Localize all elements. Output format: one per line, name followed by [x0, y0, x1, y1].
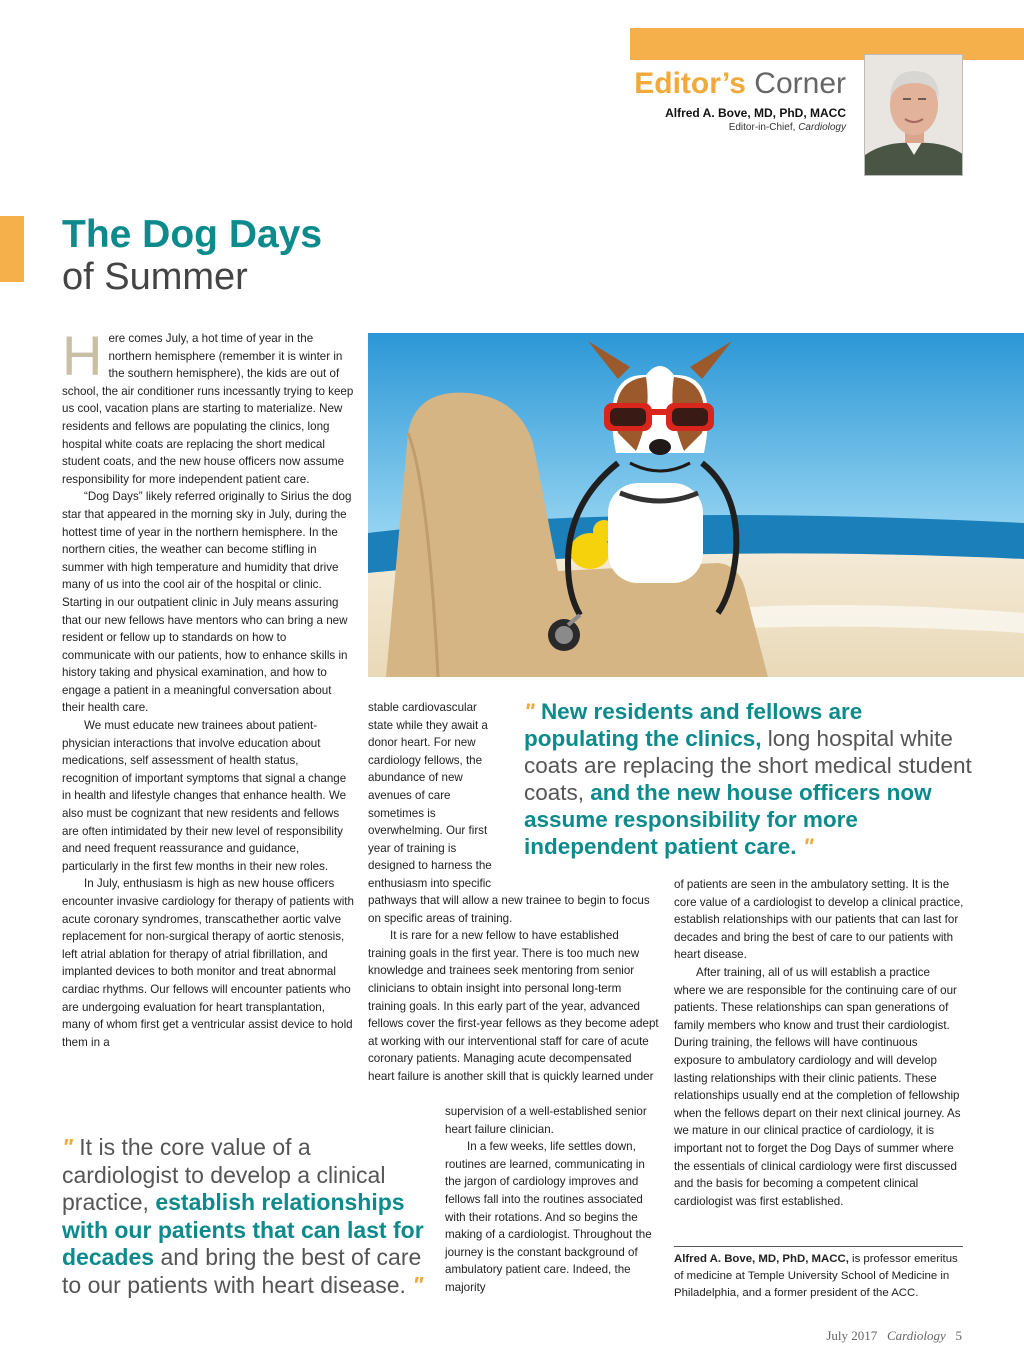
headline-line1: The Dog Days	[62, 213, 323, 256]
side-accent-bar	[0, 216, 24, 282]
section-title	[634, 68, 846, 100]
pull-quote-top	[524, 698, 974, 860]
paragraph: supervision of a well-established senior heart failure clinician.	[445, 1105, 647, 1136]
section-title-word1: Editor’s	[634, 67, 746, 100]
footer-magazine: Cardiology	[887, 1328, 946, 1343]
editor-name: Alfred A. Bove, MD, PhD, MACC	[665, 106, 846, 120]
editor-role-prefix: Editor-in-Chief,	[728, 122, 796, 133]
quote-mark-open: "	[62, 1134, 73, 1160]
paragraph: In July, enthusiasm is high as new house officers encounter invasive cardiology for therapy of patients with acute coronary syndromes, transcathether aortic valve replacement for non-surgical therapy of aortic stenosis, left atrial ablation for therapy of atrial fibrillation, and implanted devices to both monitor and treat abnormal cardiac rhythms. Our fellows will encounter patients who are undergoing evaluation for heart transplantation, many of whom first get a ventricular assist device to hold them in a	[62, 877, 354, 1049]
editor-role	[634, 122, 846, 133]
paragraph: “Dog Days” likely referred originally to Sirius the dog star that appeared in the morning sky in July, during the hottest time of year in the northern hemisphere. In the northern cities, the weather can become stifling in summer with high temperature and humidity that drive many of us into the cool air of the hospital or clinic. Starting in our outpatient clinic in July means assuring that our new fellows have mentors who can bring a new resident or fellow up to standards on how to communicate with our patients, how to enhance skills in history taking and physical examination, and how to engage a patient in a meaningful conversation about their health care.	[62, 490, 352, 715]
pull-quote-highlight: establish relationships with our patients that can last for decades	[62, 1189, 424, 1270]
header-accent-bar	[630, 28, 1024, 60]
body-column-1	[62, 324, 356, 1051]
paragraph: ere comes July, a hot time of year in the northern hemisphere (remember it is winter in the southern hemisphere), the kids are out of school, the air conditioner runs incessantly trying to keep us cool, vacation plans are starting to materialize. New residents and fellows are populating the clinics, long hospital white coats are replacing the short medical student coats, and the new house officers now assume responsibility for more independent patient care.	[62, 332, 354, 486]
bio-name: Alfred A. Bove, MD, PhD, MACC,	[674, 1253, 849, 1265]
body-column-3	[674, 876, 964, 1210]
author-bio	[674, 1251, 966, 1302]
body-column-2-bottom	[445, 1103, 660, 1297]
quote-mark-close: "	[802, 834, 814, 859]
drop-cap: H	[62, 324, 103, 387]
bio-text: is professor emeritus of medicine at Temple University School of Medicine in Philadelphia, and a former president of the ACC.	[674, 1253, 958, 1299]
pull-quote-bottom	[62, 1134, 432, 1299]
paragraph: It is rare for a new fellow to have established training goals in the first year. There is too much new knowledge and trainees seek mentoring from senior clinicians to obtain insight into personal long-term training goals. In this early part of the year, advanced fellows cover the first-year fellows as they become adept at working with our interventional staff for care of acute coronary patients. Managing acute decompensated heart failure is another skill that is quickly learned under	[368, 929, 659, 1083]
paragraph: After training, all of us will establish a practice where we are responsible for the continuing care of our patients. These relationships can span generations of family members who know and trust their cardiologist. During training, the fellows will have continuous exposure to ambulatory cardiology and will develop lasting relationships with their clinic patients. These relationships usually end at the completion of fellowship when the fellows depart on their next clinical journey. As we mature in our clinical practice of cardiology, it is important not to forget the Dog Days of summer where the essentials of clinical cardiology were first discussed and the basis for becoming a competent clinical cardiologist was first established.	[674, 965, 961, 1208]
paragraph: pathways that will allow a new trainee to begin to focus on specific areas of training.	[368, 894, 650, 925]
body-column-2-middle	[368, 892, 660, 1086]
body-column-2-top	[368, 699, 502, 893]
headline-line2: of Summer	[62, 256, 248, 298]
pull-quote-text: long hospital white coats are replacing the short medical student coats,	[524, 726, 972, 805]
editor-portrait	[864, 54, 963, 176]
pull-quote-highlight: and the new house officers now assume responsibility for more independent patient care.	[524, 780, 932, 859]
bio-divider	[674, 1246, 963, 1247]
pull-quote-highlight: New residents and fellows are populating the clinics,	[524, 699, 863, 751]
pull-quote-text: and bring the best of care to our patients with heart disease.	[62, 1244, 422, 1298]
section-title-word2: Corner	[754, 67, 846, 100]
article-headline	[62, 214, 322, 298]
pull-quote-text: It is the core value of a cardiologist to develop a clinical practice,	[62, 1134, 386, 1215]
paragraph: stable cardiovascular state while they await a donor heart. For new cardiology fellows, the abundance of new avenues of care sometimes is overwhelming. Our first year of training is designed to harness the enthusiasm into specific	[368, 701, 492, 890]
quote-mark-close: "	[412, 1271, 424, 1298]
dog-beach-photo	[368, 333, 1024, 677]
paragraph: of patients are seen in the ambulatory setting. It is the core value of a cardiologist to develop a clinical practice, establish relationships with our patients that can last for decades and bring the best of care to our patients with heart disease.	[674, 878, 964, 962]
editors-corner-header	[634, 68, 846, 133]
page-footer	[826, 1328, 962, 1344]
paragraph: We must educate new trainees about patient-physician interactions that involve education about medications, self assessment of health status, recognition of important symptoms that signal a change in health and lifestyle changes that enhance health. We also must be cognizant that new residents and fellows are often intimidated by their new level of responsibility and need frequent reassurance and guidance, particularly in the first few months in their new roles.	[62, 719, 347, 873]
footer-date: July 2017	[826, 1328, 878, 1343]
paragraph: In a few weeks, life settles down, routines are learned, communicating in the jargon of cardiology improves and fellows fall into the routines associated with their rotations. And so begins the making of a cardiologist. Throughout the journey is the constant background of ambulatory patient care. Indeed, the majority	[445, 1140, 652, 1294]
page-number: 5	[955, 1328, 962, 1343]
quote-mark-open: "	[524, 699, 535, 724]
editor-role-magazine: Cardiology	[798, 122, 846, 133]
